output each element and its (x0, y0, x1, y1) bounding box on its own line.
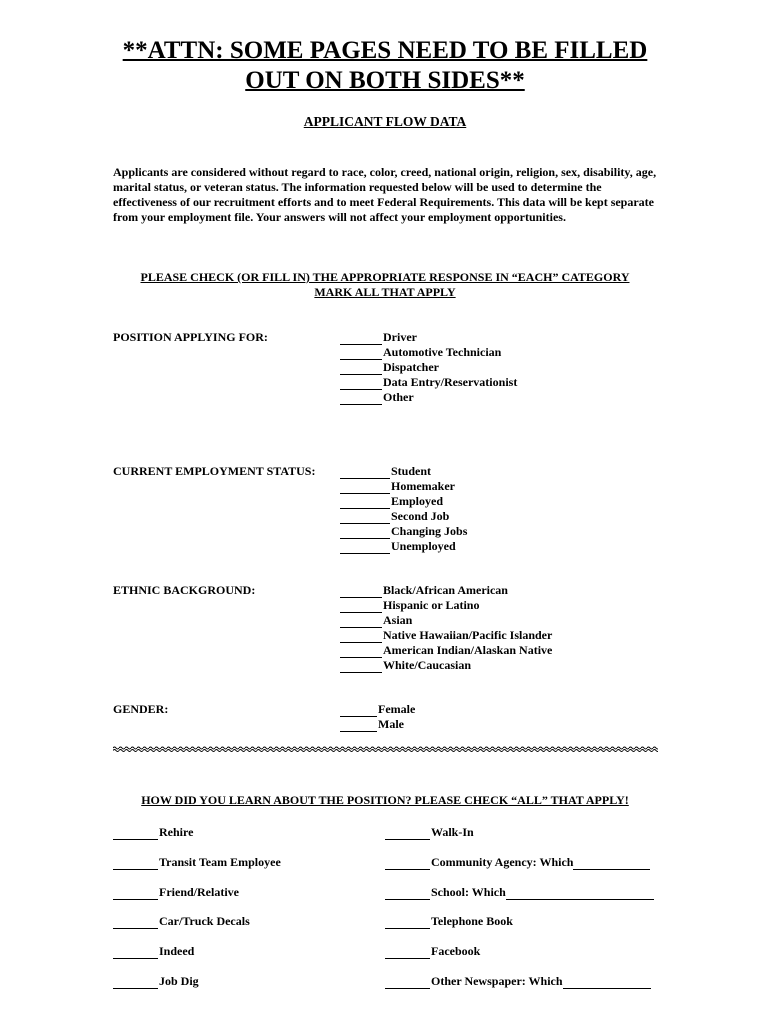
fill-blank[interactable] (340, 362, 382, 375)
source-transit-team-employee[interactable] (113, 855, 281, 870)
option-native-hawaiian[interactable] (340, 628, 552, 643)
ethnic-options (340, 583, 552, 673)
option-label: Female (378, 702, 416, 716)
source-telephone-book[interactable] (385, 914, 513, 929)
option-other[interactable] (340, 390, 517, 405)
option-label: Rehire (159, 825, 194, 839)
option-label: Unemployed (391, 539, 456, 553)
source-rehire[interactable] (113, 825, 193, 840)
instructions-line-1: PLEASE CHECK (OR FILL IN) THE APPROPRIATE RESPONSE IN “EACH” CATEGORY (140, 270, 630, 284)
option-label: White/Caucasian (383, 658, 472, 672)
fill-blank[interactable] (340, 660, 382, 673)
option-label: School: Which (431, 885, 506, 899)
employment-status-label: CURRENT EMPLOYMENT STATUS: (113, 464, 316, 478)
option-female[interactable] (340, 702, 415, 717)
option-asian[interactable] (340, 613, 552, 628)
fill-blank[interactable] (340, 719, 377, 732)
source-friend-relative[interactable] (113, 885, 239, 900)
option-label: Asian (383, 613, 413, 627)
option-label: Native Hawaiian/Pacific Islander (383, 628, 553, 642)
source-heading: HOW DID YOU LEARN ABOUT THE POSITION? PLEASE CHECK “ALL” THAT APPLY! (141, 793, 629, 807)
option-white-caucasian[interactable] (340, 658, 552, 673)
fill-blank[interactable] (113, 946, 158, 959)
option-student[interactable] (340, 464, 467, 479)
source-other-newspaper[interactable] (385, 974, 651, 989)
intro-paragraph: Applicants are considered without regard to race, color, creed, national origin, religion, sex, disability, age, marital status, or veteran status. The information requested below will be used to determine the effectiveness of our recruitment efforts and to meet Federal Requirements. This data will be kept separate from your employment file. Your answers will not affect your employment opportunities. (113, 165, 657, 224)
fill-blank[interactable] (340, 541, 390, 554)
option-label: Male (378, 717, 404, 731)
option-label: Other Newspaper: Which (431, 974, 563, 988)
option-label: American Indian/Alaskan Native (383, 643, 553, 657)
instructions (100, 270, 670, 300)
source-walk-in[interactable] (385, 825, 474, 840)
fill-blank[interactable] (385, 857, 430, 870)
source-facebook[interactable] (385, 944, 480, 959)
fill-blank[interactable] (340, 600, 382, 613)
fill-blank[interactable] (340, 392, 382, 405)
option-male[interactable] (340, 717, 415, 732)
option-unemployed[interactable] (340, 539, 467, 554)
option-dispatcher[interactable] (340, 360, 517, 375)
instructions-line-2: MARK ALL THAT APPLY (314, 285, 456, 299)
option-label: Indeed (159, 944, 195, 958)
option-label: Dispatcher (383, 360, 439, 374)
option-label: Other (383, 390, 414, 404)
option-changing-jobs[interactable] (340, 524, 467, 539)
fill-blank[interactable] (340, 347, 382, 360)
option-homemaker[interactable] (340, 479, 467, 494)
option-label: Data Entry/Reservationist (383, 375, 518, 389)
source-car-truck-decals[interactable] (113, 914, 250, 929)
fill-blank[interactable] (385, 916, 430, 929)
fill-blank[interactable] (340, 585, 382, 598)
option-employed[interactable] (340, 494, 467, 509)
gender-options (340, 702, 415, 732)
option-label: Changing Jobs (391, 524, 468, 538)
fill-blank[interactable] (113, 827, 158, 840)
wavy-divider (113, 746, 658, 752)
option-label: Friend/Relative (159, 885, 239, 899)
option-label: Transit Team Employee (159, 855, 281, 869)
fill-blank[interactable] (113, 976, 158, 989)
fill-blank[interactable] (340, 630, 382, 643)
fill-blank[interactable] (340, 704, 377, 717)
source-indeed[interactable] (113, 944, 194, 959)
option-label: Student (391, 464, 432, 478)
fill-blank[interactable] (340, 615, 382, 628)
option-label: Homemaker (391, 479, 455, 493)
source-community-agency[interactable] (385, 855, 650, 870)
position-options (340, 330, 517, 405)
ethnic-background-label: ETHNIC BACKGROUND: (113, 583, 256, 597)
option-label: Facebook (431, 944, 481, 958)
option-label: Black/African American (383, 583, 508, 597)
fill-blank[interactable] (340, 377, 382, 390)
option-second-job[interactable] (340, 509, 467, 524)
option-label: Telephone Book (431, 914, 513, 928)
attention-banner (100, 36, 670, 96)
option-driver[interactable] (340, 330, 517, 345)
fill-blank[interactable] (340, 511, 390, 524)
fill-blank[interactable] (340, 645, 382, 658)
source-job-dig[interactable] (113, 974, 199, 989)
option-label: Automotive Technician (383, 345, 502, 359)
option-label: Hispanic or Latino (383, 598, 480, 612)
option-hispanic-latino[interactable] (340, 598, 552, 613)
fill-blank[interactable] (340, 496, 390, 509)
banner-line-2: OUT ON BOTH SIDES** (245, 67, 525, 94)
option-label: Job Dig (159, 974, 199, 988)
gender-label: GENDER: (113, 702, 169, 716)
option-label: Community Agency: Which (431, 855, 574, 869)
option-label: Employed (391, 494, 444, 508)
fill-blank[interactable] (385, 887, 430, 900)
option-label: Car/Truck Decals (159, 914, 250, 928)
employment-options (340, 464, 467, 554)
option-label: Second Job (391, 509, 450, 523)
fill-blank[interactable] (385, 976, 430, 989)
which-input[interactable] (563, 976, 651, 989)
fill-blank[interactable] (113, 887, 158, 900)
option-automotive-technician[interactable] (340, 345, 517, 360)
source-school[interactable] (385, 885, 654, 900)
fill-blank[interactable] (113, 857, 158, 870)
fill-blank[interactable] (385, 827, 430, 840)
fill-blank[interactable] (385, 946, 430, 959)
fill-blank[interactable] (340, 481, 390, 494)
option-american-indian[interactable] (340, 643, 552, 658)
fill-blank[interactable] (340, 332, 382, 345)
fill-blank[interactable] (340, 466, 390, 479)
fill-blank[interactable] (113, 916, 158, 929)
option-label: Walk-In (431, 825, 474, 839)
which-input[interactable] (573, 857, 650, 870)
fill-blank[interactable] (340, 526, 390, 539)
option-data-entry[interactable] (340, 375, 517, 390)
banner-line-1: **ATTN: SOME PAGES NEED TO BE FILLED (122, 37, 648, 64)
option-black-african-american[interactable] (340, 583, 552, 598)
which-input[interactable] (506, 887, 654, 900)
option-label: Driver (383, 330, 417, 344)
position-label: POSITION APPLYING FOR: (113, 330, 268, 344)
form-title: APPLICANT FLOW DATA (303, 114, 467, 129)
